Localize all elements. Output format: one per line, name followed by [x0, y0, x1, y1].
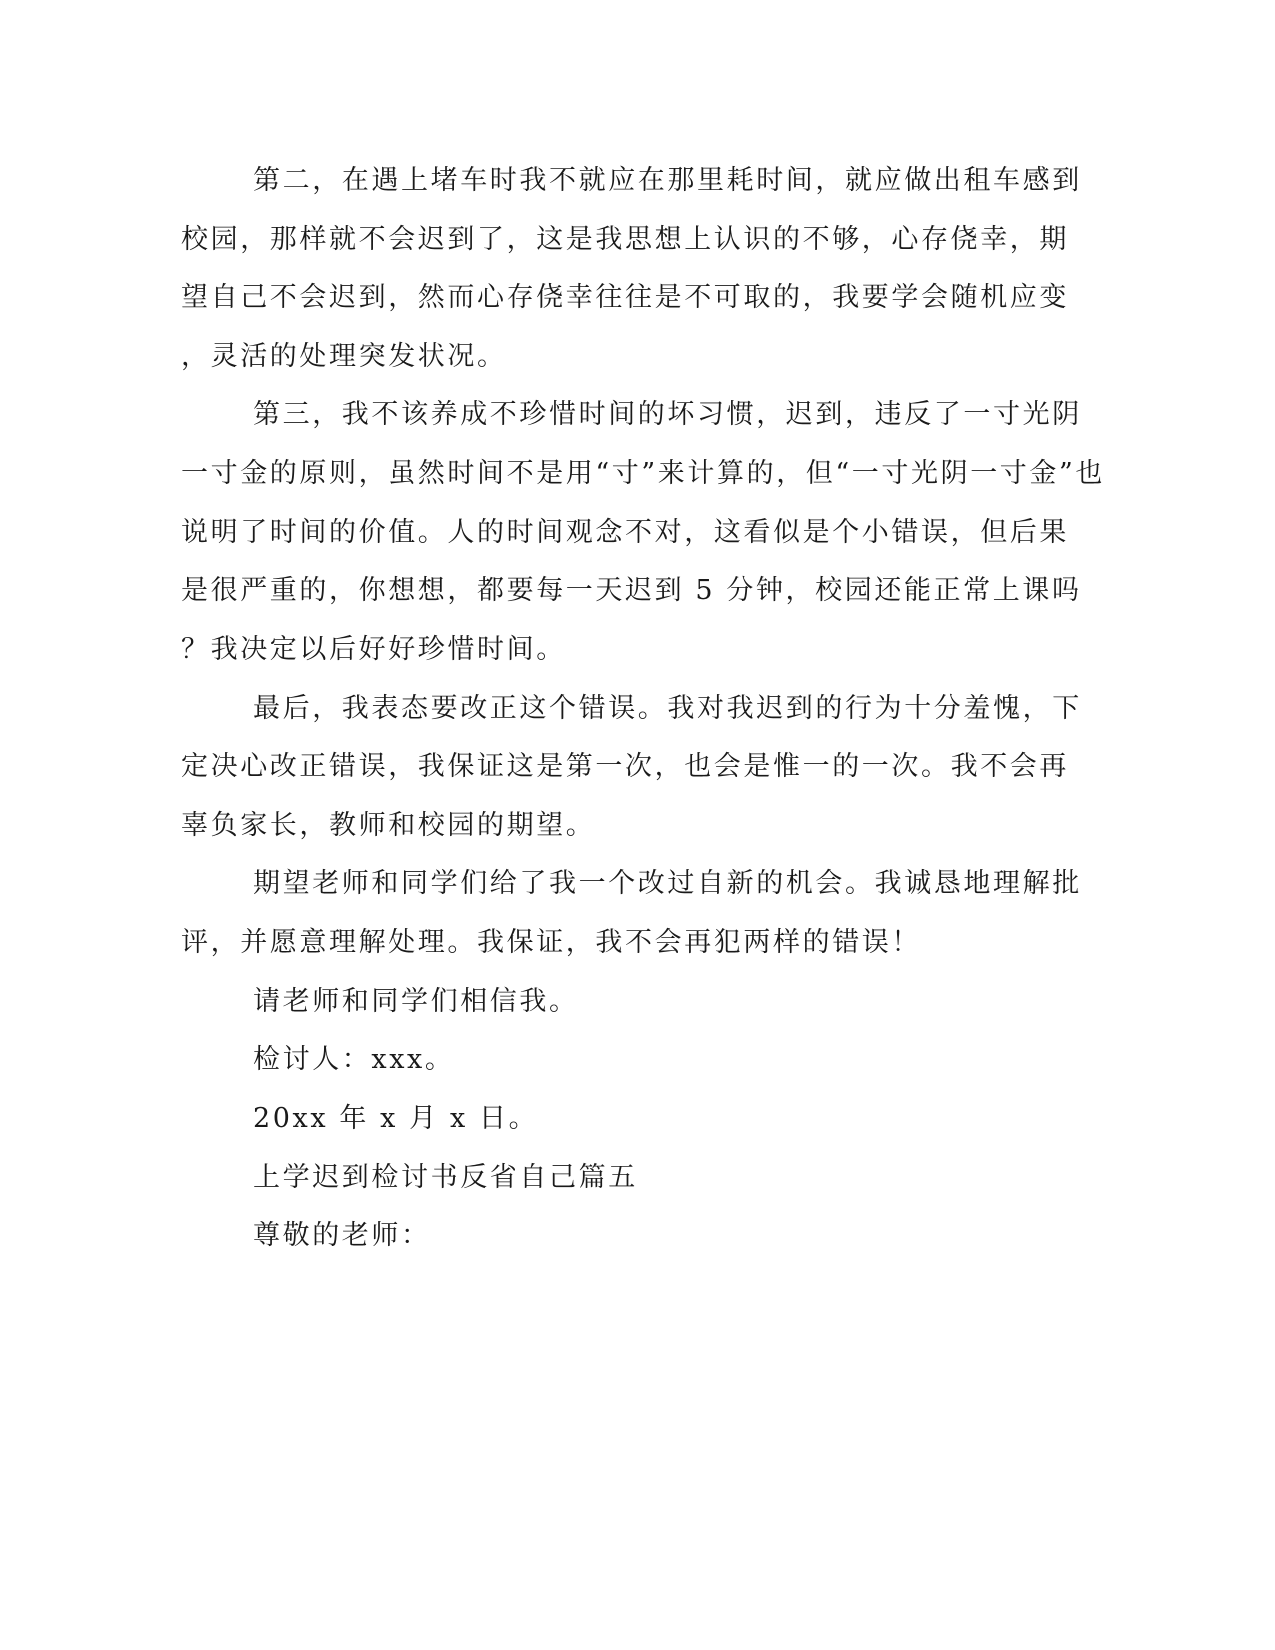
paragraph-line: 评，并愿意理解处理。我保证，我不会再犯两样的错误！ — [181, 927, 921, 958]
paragraph-line: 校园，那样就不会迟到了，这是我思想上认识的不够，心存侥幸，期 — [181, 224, 1069, 255]
signature-line: 检讨人：xxx。 — [253, 1044, 455, 1075]
paragraph-line: ？我决定以后好好珍惜时间。 — [181, 634, 566, 665]
closing-line: 请老师和同学们相信我。 — [253, 986, 579, 1017]
paragraph-line: 第二，在遇上堵车时我不就应在那里耗时间，就应做出租车感到 — [253, 165, 1082, 196]
paragraph-line: 望自己不会迟到，然而心存侥幸往往是不可取的，我要学会随机应变 — [181, 282, 1069, 313]
paragraph-line: 最后，我表态要改正这个错误。我对我迟到的行为十分羞愧，下 — [253, 693, 1082, 724]
paragraph-line: 定决心改正错误，我保证这是第一次，也会是惟一的一次。我不会再 — [181, 751, 1069, 782]
paragraph-line: 期望老师和同学们给了我一个改过自新的机会。我诚恳地理解批 — [253, 868, 1082, 899]
paragraph-line: 是很严重的，你想想，都要每一天迟到 5 分钟，校园还能正常上课吗 — [181, 575, 1082, 606]
paragraph-line: ，灵活的处理突发状况。 — [181, 341, 507, 372]
paragraph-line: 第三，我不该养成不珍惜时间的坏习惯，迟到，违反了一寸光阴 — [253, 399, 1082, 430]
salutation-line: 尊敬的老师： — [253, 1220, 431, 1251]
paragraph-line: 说明了时间的价值。人的时间观念不对，这看似是个小错误，但后果 — [181, 517, 1069, 548]
paragraph-line: 辜负家长，教师和校园的期望。 — [181, 810, 596, 841]
paragraph-line: 一寸金的原则，虽然时间不是用“寸”来计算的，但“一寸光阴一寸金”也 — [181, 458, 1106, 489]
date-line: 20xx 年 x 月 x 日。 — [253, 1103, 539, 1134]
section-heading: 上学迟到检讨书反省自己篇五 — [253, 1162, 638, 1193]
